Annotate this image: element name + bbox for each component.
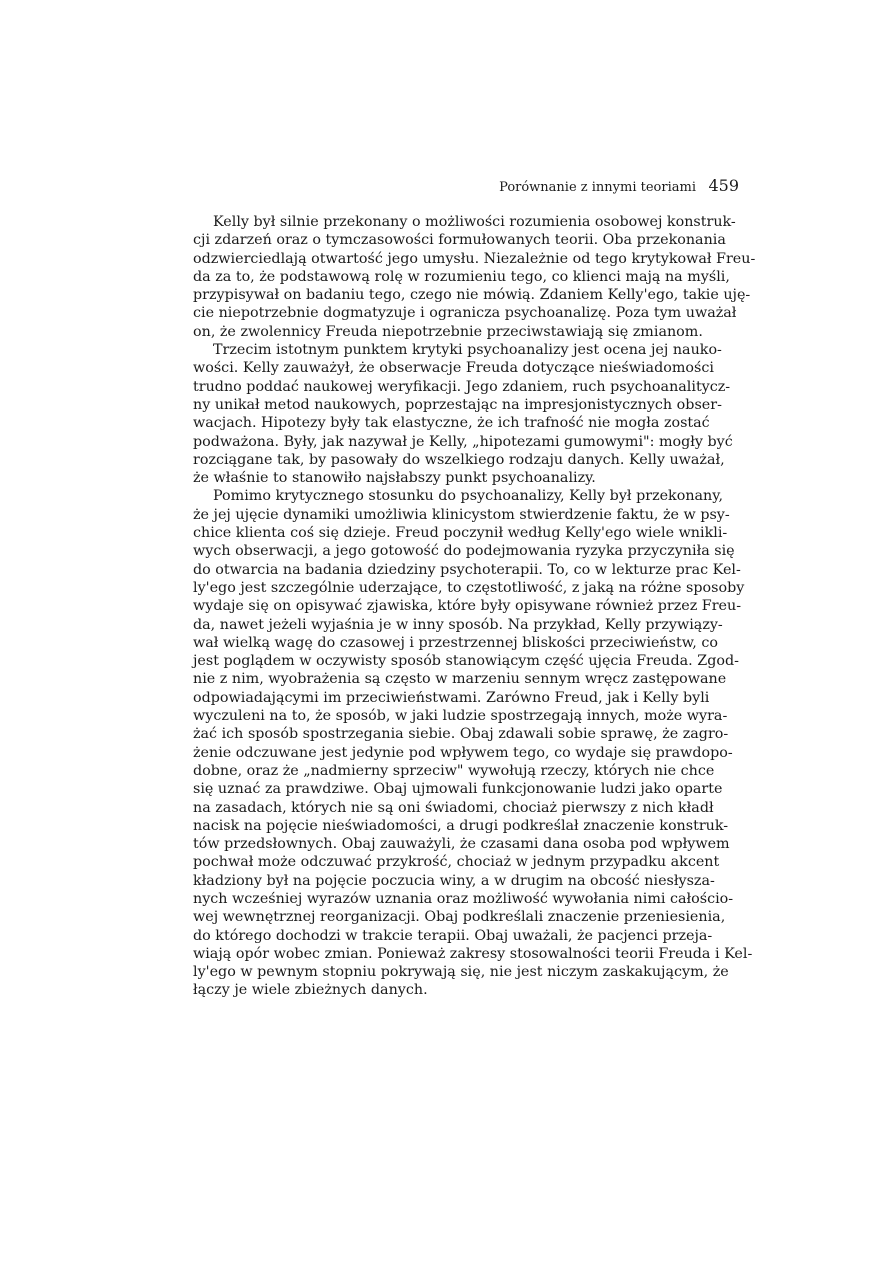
text-line: jest poglądem w oczywisty sposób stanowiącym część ujęcia Freuda. Zgod-: [193, 653, 739, 670]
text-line: łączy je wiele zbieżnych danych.: [193, 982, 428, 999]
text-line: wał wielką wagę do czasowej i przestrzennej bliskości przeciwieństw, co: [193, 634, 719, 651]
text-line: że jej ujęcie dynamiki umożliwia klinicystom stwierdzenie faktu, że w psy-: [193, 506, 730, 523]
text-line: nych wcześniej wyrazów uznania oraz możliwość wywołania nimi całościo-: [193, 890, 734, 907]
text-line: dobne, oraz że „nadmierny sprzeciw" wywołują rzeczy, których nie chce: [193, 762, 715, 779]
text-line: odzwierciedlają otwartość jego umysłu. Niezależnie od tego krytykował Freu-: [193, 250, 756, 267]
text-line: da, nawet jeżeli wyjaśnia je w inny sposób. Na przykład, Kelly przywiązy-: [193, 616, 723, 633]
text-line: ly'ego w pewnym stopniu pokrywają się, nie jest niczym zaskakującym, że: [193, 964, 729, 981]
text-line: żać ich sposób spostrzegania siebie. Obaj zdawali sobie sprawę, że zagro-: [193, 726, 729, 743]
text-line: kładziony był na pojęcie poczucia winy, a w drugim na obcość niesłysza-: [193, 872, 715, 889]
text-line: tów przedsłownych. Obaj zauważyli, że czasami dana osoba pod wpływem: [193, 836, 730, 853]
text-line: pochwał może odczuwać przykrość, chociaż w jednym przypadku akcent: [193, 854, 720, 871]
text-line: podważona. Były, jak nazywał je Kelly, „hipotezami gumowymi": mogły być: [193, 433, 733, 450]
text-line: wych obserwacji, a jego gotowość do podejmowania ryzyka przyczyniła się: [193, 543, 735, 560]
text-line: Trzecim istotnym punktem krytyki psychoanalizy jest ocena jej nauko-: [213, 342, 722, 359]
text-line: wiają opór wobec zmian. Ponieważ zakresy stosowalności teorii Freuda i Kel-: [193, 945, 753, 962]
paragraph-2: [193, 341, 733, 487]
text-line: do którego dochodzi w trakcie terapii. Obaj uważali, że pacjenci przeja-: [193, 927, 713, 944]
text-line: cie niepotrzebnie dogmatyzuje i ogranicza psychoanalizę. Poza tym uważał: [193, 305, 737, 322]
text-line: przypisywał on badaniu tego, czego nie mówią. Zdaniem Kelly'ego, takie uję-: [193, 287, 751, 304]
text-line: nacisk na pojęcie nieświadomości, a drugi podkreślał znaczenie konstruk-: [193, 817, 729, 834]
text-line: że właśnie to stanowiło najsłabszy punkt psychoanalizy.: [193, 470, 596, 487]
text-line: wości. Kelly zauważył, że obserwacje Freuda dotyczące nieświadomości: [193, 360, 714, 377]
running-head: [193, 176, 739, 195]
text-line: wydaje się on opisywać zjawiska, które były opisywane również przez Freu-: [193, 598, 742, 615]
text-line: nie z nim, wyobrażenia są często w marzeniu sennym wręcz zastępowane: [193, 671, 727, 688]
text-line: Kelly był silnie przekonany o możliwości rozumienia osobowej konstruk-: [213, 214, 736, 230]
text-line: do otwarcia na badania dziedziny psychoterapii. To, co w lekturze prac Kel-: [193, 561, 741, 578]
text-line: rozciągane tak, by pasowały do wszelkiego rodzaju danych. Kelly uważał,: [193, 451, 725, 468]
text-line: odpowiadającymi im przeciwieństwami. Zarówno Freud, jak i Kelly byli: [193, 689, 710, 706]
paragraph-3: [193, 487, 753, 999]
text-line: się uznać za prawdziwe. Obaj ujmowali funkcjonowanie ludzi jako oparte: [193, 781, 723, 798]
paragraph-1: [193, 213, 756, 341]
text-line: on, że zwolennicy Freuda niepotrzebnie przeciwstawiają się zmianom.: [193, 323, 703, 340]
text-line: ny unikał metod naukowych, poprzestając na impresjonistycznych obser-: [193, 396, 722, 413]
text-line: wacjach. Hipotezy były tak elastyczne, że ich trafność nie mogła zostać: [193, 415, 710, 432]
text-line: chice klienta coś się dzieje. Freud poczynił według Kelly'ego wiele wnikli-: [193, 525, 728, 542]
text-line: Pomimo krytycznego stosunku do psychoanalizy, Kelly był przekonany,: [213, 488, 723, 505]
text-line: wyczuleni na to, że sposób, w jaki ludzie spostrzegają innych, może wyra-: [193, 708, 728, 725]
text-line: cji zdarzeń oraz o tymczasowości formułowanych teorii. Oba przekonania: [193, 232, 726, 249]
body-text: [193, 213, 756, 1000]
text-line: ly'ego jest szczególnie uderzające, to częstotliwość, z jaką na różne sposoby: [193, 579, 745, 596]
page-number: 459: [708, 176, 739, 195]
text-line: żenie odczuwane jest jedynie pod wpływem tego, co wydaje się prawdopo-: [193, 744, 733, 761]
text-line: trudno poddać naukowej weryfikacji. Jego zdaniem, ruch psychoanalitycz-: [193, 378, 731, 395]
text-line: da za to, że podstawową rolę w rozumieniu tego, co klienci mają na myśli,: [193, 268, 730, 285]
text-line: wej wewnętrznej reorganizacji. Obaj podkreślali znaczenie przeniesienia,: [193, 909, 726, 926]
running-title: Porównanie z innymi teoriami: [499, 180, 696, 195]
text-line: na zasadach, których nie są oni świadomi, chociaż pierwszy z nich kładł: [193, 799, 714, 816]
